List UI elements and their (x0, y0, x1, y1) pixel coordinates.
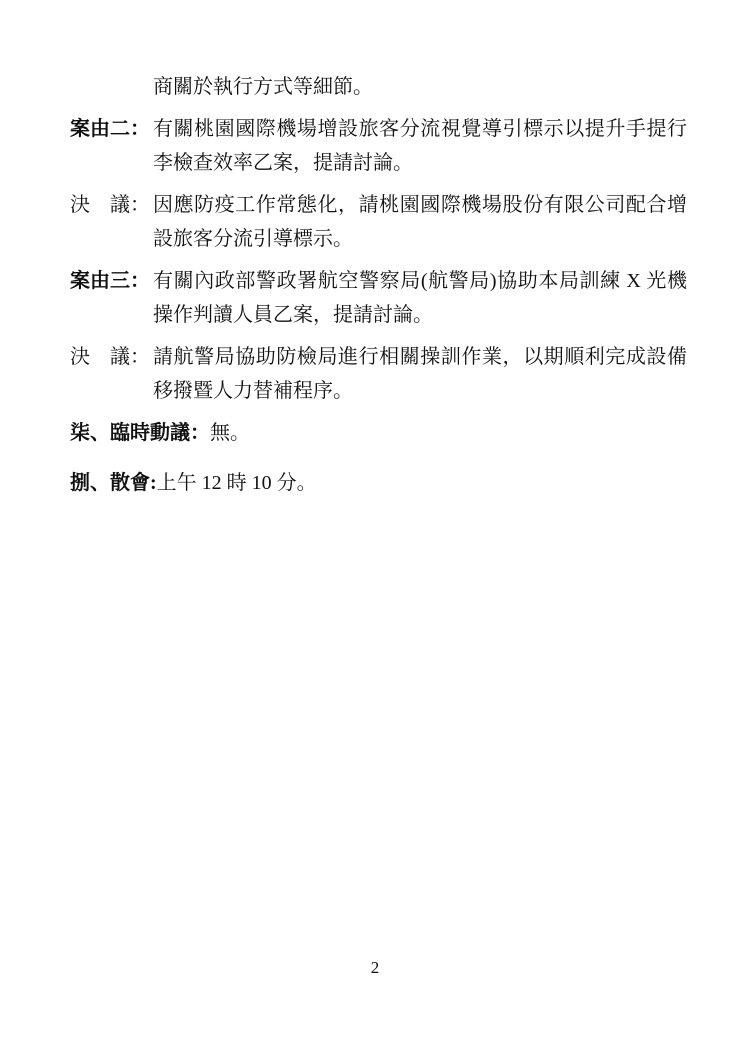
extra-motions-value: 無。 (210, 422, 250, 444)
resolution-2-line-2: 設旅客分流引導標示。 (153, 228, 353, 250)
adjournment-paragraph (70, 466, 687, 500)
case-2-label: 案由二： (70, 118, 150, 140)
resolution-3-line-2: 移撥暨人力替補程序。 (153, 380, 353, 402)
extra-motions-heading (70, 416, 687, 450)
resolution-3-label: 決 議： (70, 346, 150, 368)
resolution-item-2 (70, 188, 687, 256)
continuation-paragraph (70, 70, 687, 104)
extra-motions-label: 柒、臨時動議： (70, 422, 210, 444)
case-item-2 (70, 112, 687, 180)
case-2-line-1: 有關桃園國際機場增設旅客分流視覺導引標示以提升手提行 (153, 118, 687, 140)
adjournment-label: 捌、散會: (70, 472, 157, 494)
adjournment-heading (70, 466, 687, 500)
case-3-label: 案由三： (70, 270, 150, 292)
case-2-line-2: 李檢查效率乙案，提請討論。 (153, 152, 413, 174)
resolution-2-line-1: 因應防疫工作常態化，請桃園國際機場股份有限公司配合增 (153, 194, 687, 216)
page-number: 2 (370, 958, 380, 977)
continuation-line: 商關於執行方式等細節。 (153, 76, 373, 98)
resolution-2-label: 決 議： (70, 194, 150, 216)
case-item-3 (70, 264, 687, 332)
case-3-line-2: 操作判讀人員乙案，提請討論。 (153, 304, 433, 326)
extra-motions-paragraph (70, 416, 687, 450)
document-content (70, 70, 687, 508)
adjournment-value: 上午 12 時 10 分。 (156, 472, 317, 494)
resolution-item-3 (70, 340, 687, 408)
resolution-3-line-1: 請航警局協助防檢局進行相關操訓作業，以期順利完成設備 (153, 346, 687, 368)
case-3-line-1: 有關內政部警政署航空警察局(航警局)協助本局訓練 X 光機 (153, 270, 687, 292)
